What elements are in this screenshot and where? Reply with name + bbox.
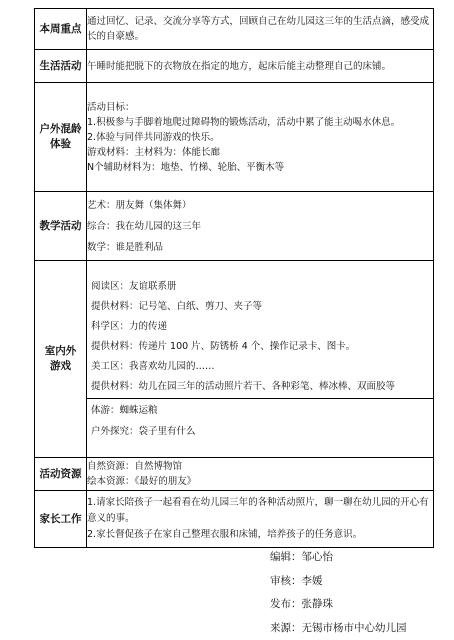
row-life — [35, 50, 434, 83]
row-content — [87, 192, 434, 261]
row-heading: 教学活动 — [35, 192, 87, 261]
content-line: 综合：我在幼儿园的这三年 — [87, 216, 433, 237]
heading-line: 户外混龄 — [35, 122, 86, 137]
content-line: 1.请家长陪孩子一起看看在幼儿园三年的各种活动照片，聊一聊在幼儿园的开心有意义的事。 — [87, 495, 433, 527]
row-heading — [35, 261, 87, 458]
content-line: 提供材料：记号笔、白纸、剪刀、夹子等 — [91, 297, 430, 317]
row-heading: 活动资源 — [35, 458, 87, 491]
content-line: 1.积极参与手脚着地爬过障碍物的锻炼活动，活动中累了能主动喝水休息。 — [87, 115, 433, 130]
weekly-plan-table — [34, 8, 434, 548]
content-line: 美工区：我喜欢幼儿园的…… — [91, 357, 430, 377]
row-parents — [35, 491, 434, 548]
indoor-areas — [87, 276, 433, 399]
content-line: 提供材料：传递片 100 片、防锈桥 4 个、操作记录卡、图卡。 — [91, 337, 430, 357]
content-line: 2.体验与同伴共同游戏的快乐。 — [87, 130, 433, 145]
outdoor-games — [87, 399, 433, 443]
row-content — [87, 458, 434, 491]
heading-line: 游戏 — [35, 359, 86, 374]
publisher-credit: 发布：张静珠 — [270, 593, 407, 617]
content-line: 提供材料：幼儿在园三年的活动照片若干、各种彩笔、棒冰棒、双面胶等 — [91, 377, 430, 397]
content-line: 午睡时能把脱下的衣物放在指定的地方，起床后能主动整理自己的床铺。 — [87, 59, 433, 74]
row-indoor — [35, 261, 434, 458]
row-focus — [35, 9, 434, 50]
row-heading: 生活活动 — [35, 50, 87, 83]
row-resources — [35, 458, 434, 491]
content-line: 2.家长督促孩子在家自己整理衣服和床铺，培养孩子的任务意识。 — [87, 527, 433, 543]
row-content — [87, 50, 434, 83]
content-line: 绘本资源：《最好的朋友》 — [87, 474, 433, 489]
row-heading: 家长工作 — [35, 491, 87, 548]
content-line: 阅读区：友谊联系册 — [91, 277, 430, 297]
content-line: 活动目标： — [87, 100, 433, 115]
content-line: N个辅助材料为：地垫、竹梯、轮胎、平衡木等 — [87, 160, 433, 175]
content-line: 自然资源：自然博物馆 — [87, 459, 433, 474]
row-content — [87, 9, 434, 50]
reviewer-credit: 审核：李媛 — [270, 570, 407, 594]
row-content — [87, 83, 434, 192]
row-teaching — [35, 192, 434, 261]
row-heading: 本周重点 — [35, 9, 87, 50]
source-credit: 来源：无锡市杨市中心幼儿园 — [270, 617, 407, 640]
content-line: 数学：谁是胜利品 — [87, 237, 433, 258]
row-heading — [35, 83, 87, 192]
content-line: 游戏材料：主材料为：体能长廊 — [87, 145, 433, 160]
heading-line: 室内外 — [35, 344, 86, 359]
content-line: 通过回忆、记录、交流分享等方式，回顾自己在幼儿园这三年的生活点滴，感受成长的自豪感。 — [87, 14, 433, 44]
row-content — [87, 261, 434, 458]
heading-line: 体验 — [35, 137, 86, 152]
credits-block — [270, 546, 407, 640]
editor-credit: 编辑：邹心怡 — [270, 546, 407, 570]
content-line: 户外探究：袋子里有什么 — [91, 421, 430, 442]
content-line: 艺术：朋友舞（集体舞） — [87, 195, 433, 216]
row-content — [87, 491, 434, 548]
content-line: 体游：蜘蛛运粮 — [91, 400, 430, 421]
row-outdoor — [35, 83, 434, 192]
content-line: 科学区：力的传递 — [91, 317, 430, 337]
